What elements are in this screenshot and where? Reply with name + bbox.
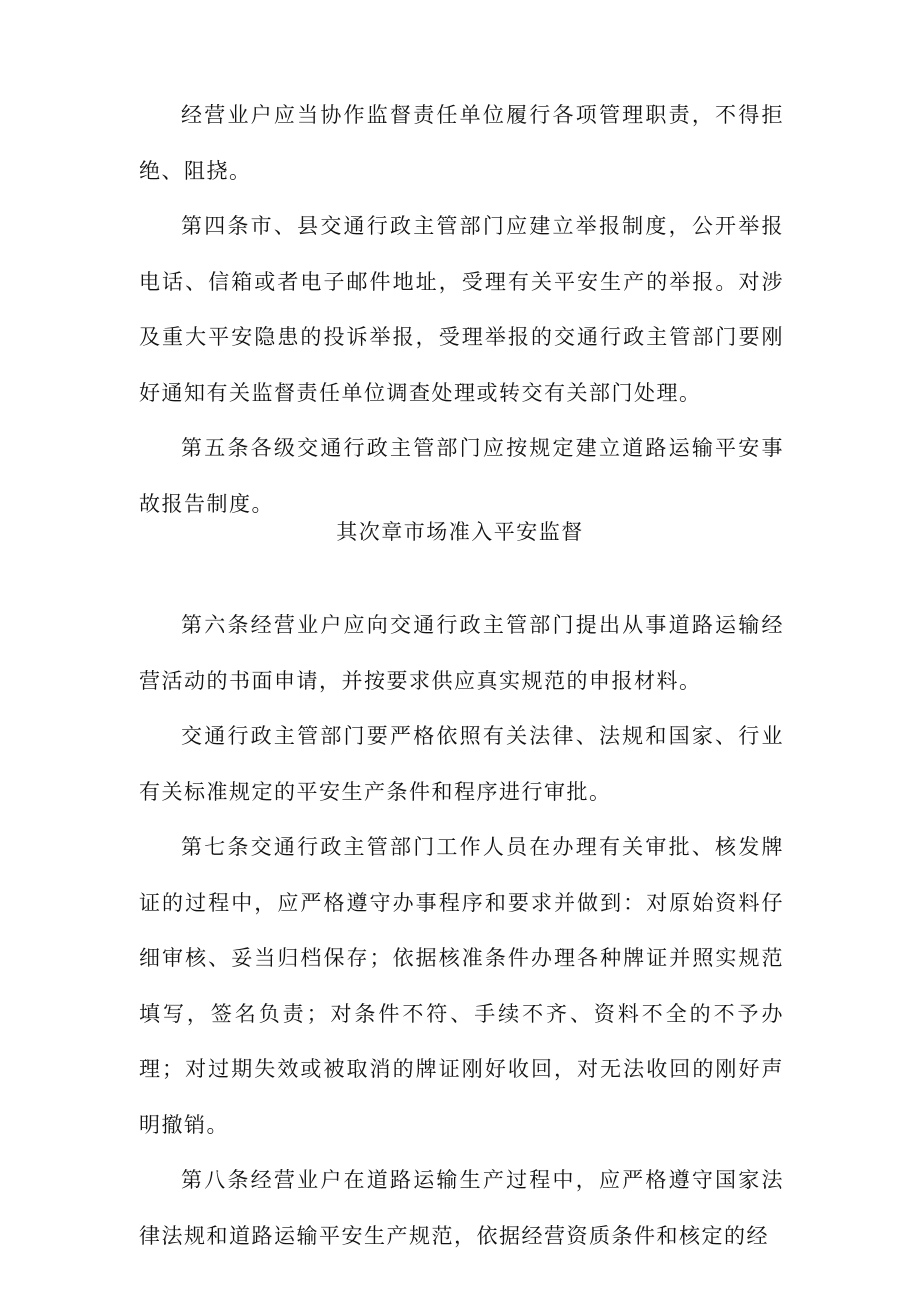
paragraph-cooperation: 经营业户应当协作监督责任单位履行各项管理职责，不得拒绝、阻挠。: [139, 103, 784, 183]
paragraph-approval: 交通行政主管部门要严格依照有关法律、法规和国家、行业有关标准规定的平安生产条件和程序进行审批。: [139, 724, 784, 804]
paragraph-article-8: 第八条经营业户在道路运输生产过程中，应严格遵守国家法律法规和道路运输平安生产规范，依据经营资质条件和核定的经: [139, 1168, 784, 1248]
section-2-text: [139, 598, 784, 1264]
paragraph-article-4: 第四条市、县交通行政主管部门应建立举报制度，公开举报电话、信箱或者电子邮件地址，受理有关平安生产的举报。对涉及重大平安隐患的投诉举报，受理举报的交通行政主管部门要刚好通知有关监督责任单位调查处理或转交有关部门处理。: [139, 214, 784, 405]
paragraph-article-6: 第六条经营业户应向交通行政主管部门提出从事道路运输经营活动的书面申请，并按要求供应真实规范的申报材料。: [139, 613, 784, 693]
paragraph-article-7: 第七条交通行政主管部门工作人员在办理有关审批、核发牌证的过程中，应严格遵守办事程序和要求并做到：对原始资料仔细审核、妥当归档保存；依据核准条件办理各种牌证并照实规范填写，签名负责；对条件不符、手续不齐、资料不全的不予办理；对过期失效或被取消的牌证刚好收回，对无法收回的刚好声明撤销。: [139, 835, 784, 1137]
chapter-title: 其次章市场准入平安监督: [336, 520, 584, 544]
section-1-text: [139, 88, 784, 532]
paragraph-article-5: 第五条各级交通行政主管部门应按规定建立道路运输平安事故报告制度。: [139, 436, 784, 516]
